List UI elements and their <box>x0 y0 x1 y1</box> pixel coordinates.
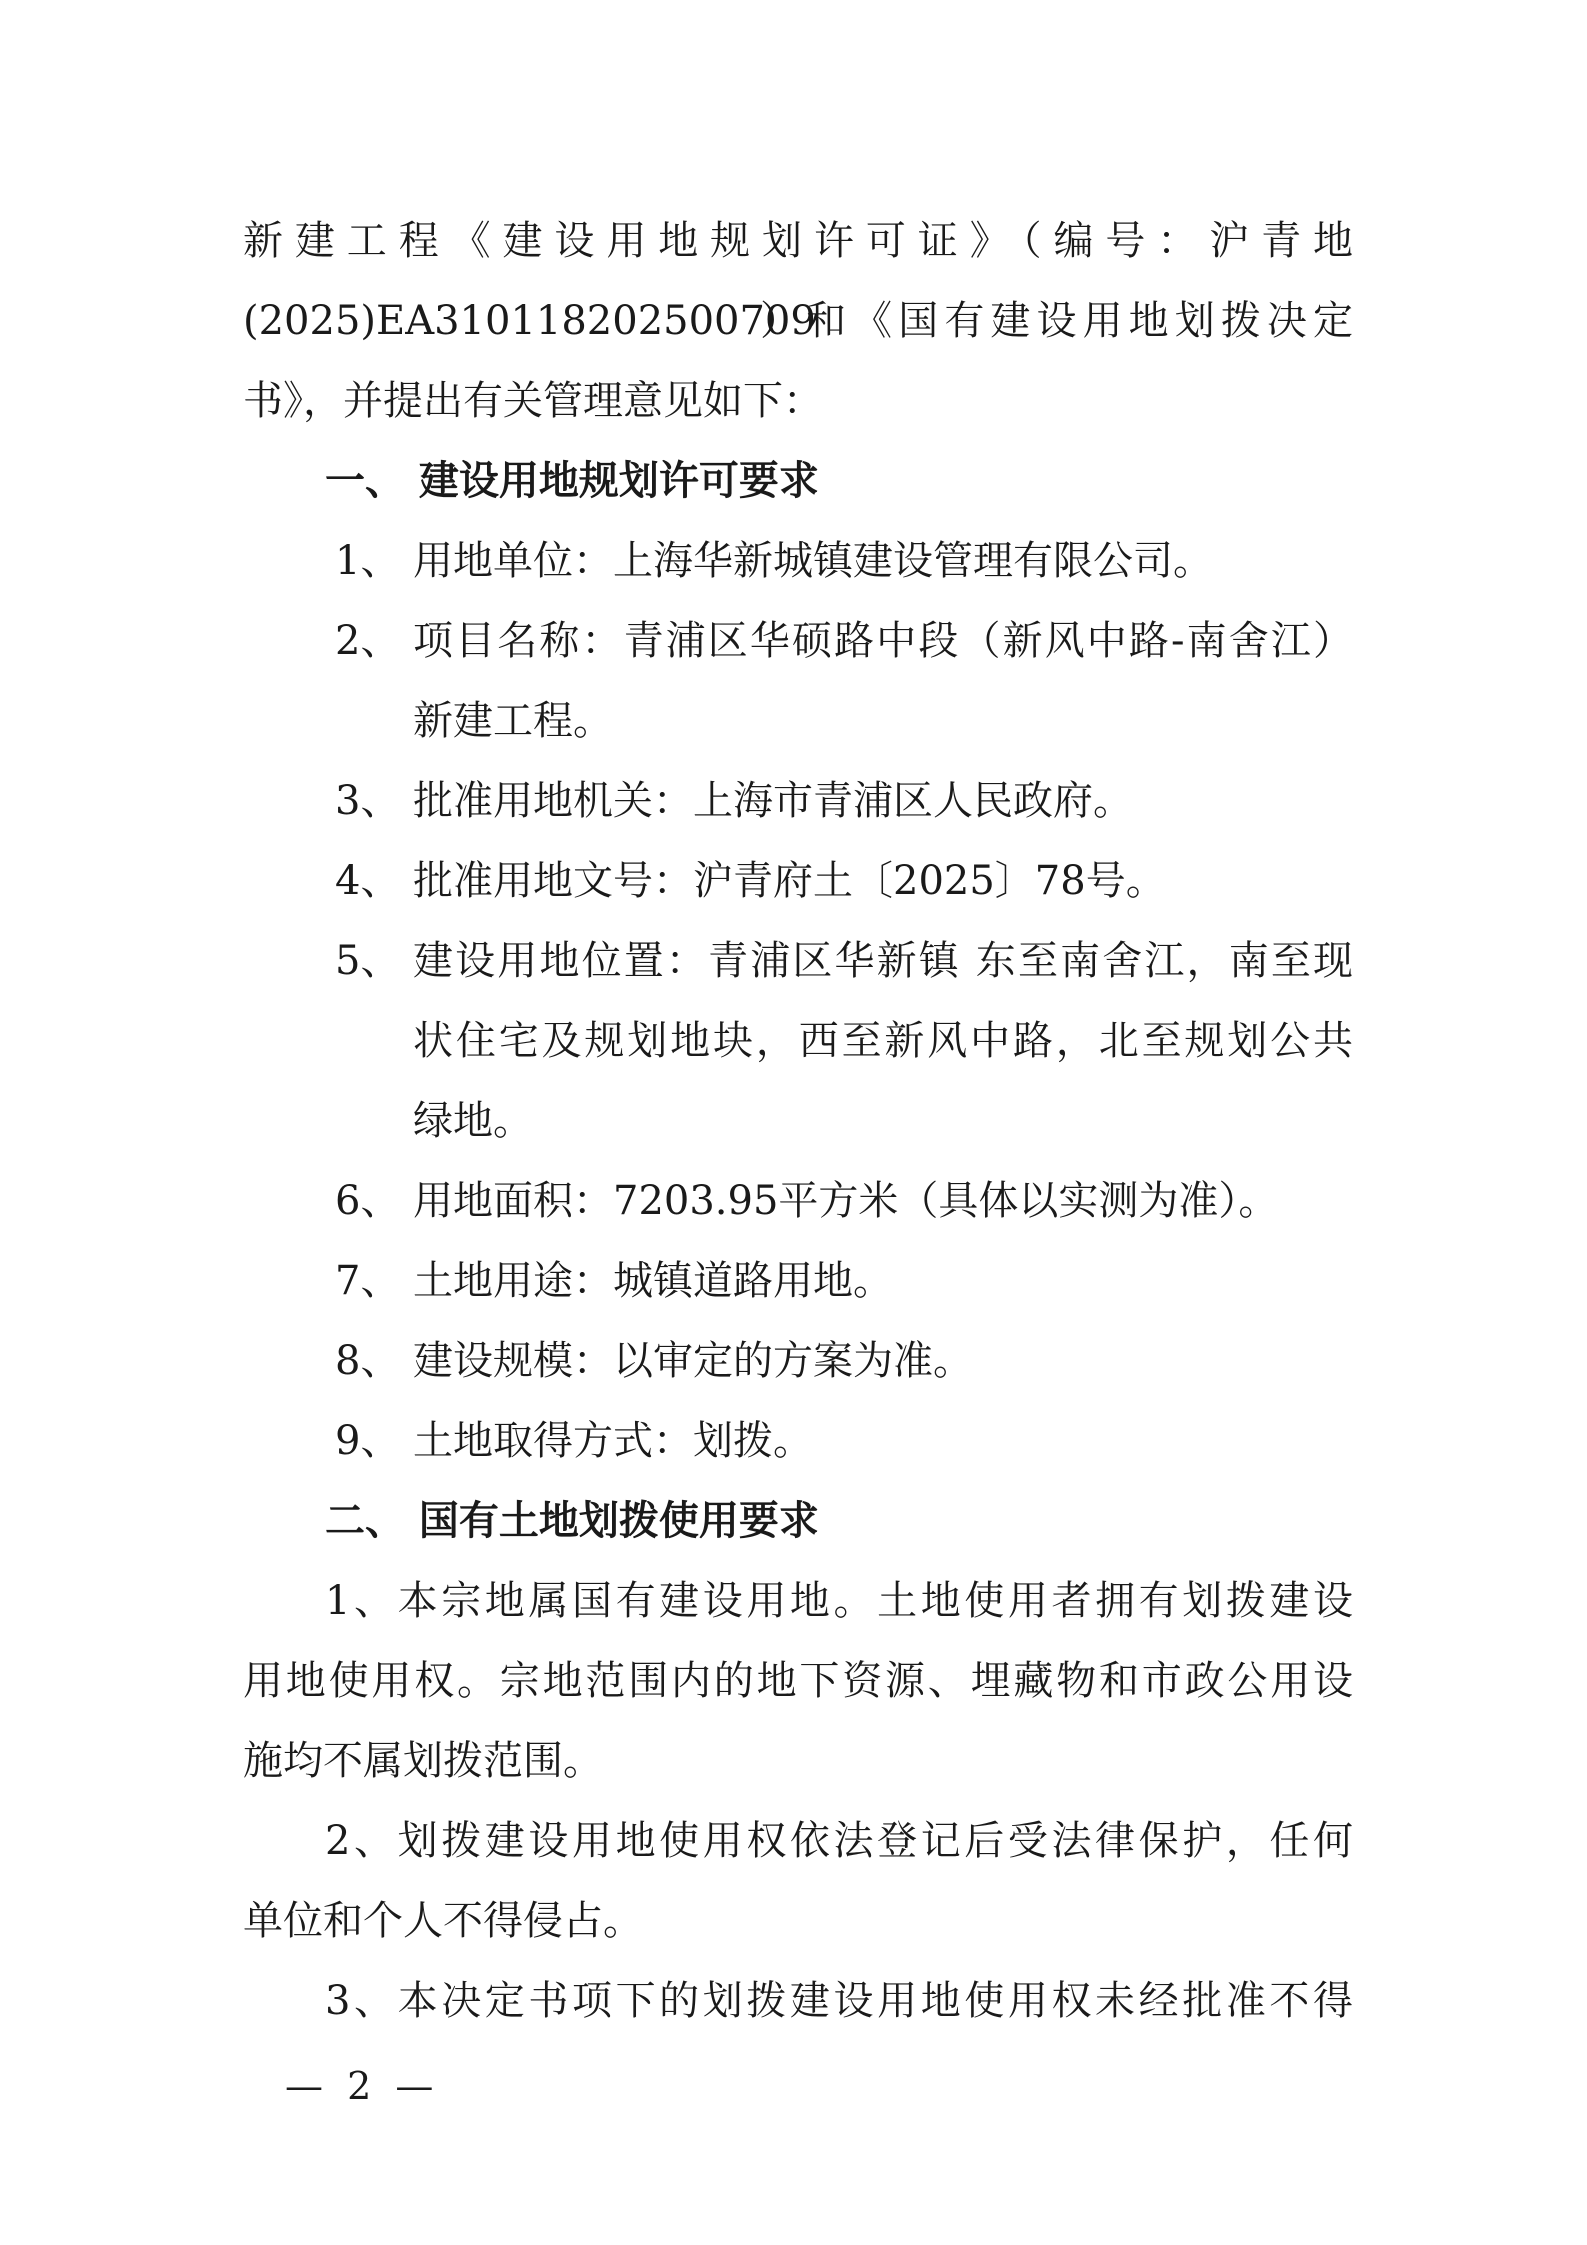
section-1-heading: 一、 建设用地规划许可要求 <box>325 458 819 504</box>
item-1-number: 1、 <box>335 538 401 584</box>
item-8-text: 建设规模：以审定的方案为准。 <box>413 1338 973 1384</box>
paragraph-1-line-1: 1、本宗地属国有建设用地。土地使用者拥有划拨建设 <box>325 1578 1353 1624</box>
item-9-text: 土地取得方式：划拨。 <box>413 1418 813 1464</box>
intro-line-2a: (2025)EA310118202500709 <box>243 298 816 344</box>
page-number: — 2 — <box>285 2064 440 2108</box>
item-2-text-line-1: 项目名称：青浦区华硕路中段（新风中路-南舍江） <box>413 618 1353 664</box>
intro-line-1: 新建工程《建设用地规划许可证》（编号：沪青地 <box>243 218 1353 264</box>
item-2-text-line-2: 新建工程。 <box>413 698 613 744</box>
item-2-number: 2、 <box>335 618 401 664</box>
item-3-number: 3、 <box>335 778 401 824</box>
item-3-text: 批准用地机关：上海市青浦区人民政府。 <box>413 778 1133 824</box>
item-6-text: 用地面积：7203.95平方米（具体以实测为准）。 <box>413 1178 1279 1224</box>
item-5-text-line-2: 状住宅及规划地块，西至新风中路，北至规划公共 <box>413 1018 1353 1064</box>
item-9-number: 9、 <box>335 1418 401 1464</box>
item-7-text: 土地用途：城镇道路用地。 <box>413 1258 893 1304</box>
item-7-number: 7、 <box>335 1258 401 1304</box>
item-1-text: 用地单位：上海华新城镇建设管理有限公司。 <box>413 538 1213 584</box>
item-6-number: 6、 <box>335 1178 401 1224</box>
item-4-text: 批准用地文号：沪青府土〔2025〕78号。 <box>413 858 1166 904</box>
item-8-number: 8、 <box>335 1338 401 1384</box>
section-2-heading: 二、 国有土地划拨使用要求 <box>325 1498 819 1544</box>
item-5-number: 5、 <box>335 938 401 984</box>
paragraph-2-line-1: 2、划拨建设用地使用权依法登记后受法律保护，任何 <box>325 1818 1353 1864</box>
item-4-number: 4、 <box>335 858 401 904</box>
item-5-text-line-1: 建设用地位置：青浦区华新镇 东至南舍江，南至现 <box>413 938 1353 984</box>
intro-line-3: 书》，并提出有关管理意见如下： <box>243 378 823 424</box>
paragraph-1-line-2: 用地使用权。宗地范围内的地下资源、埋藏物和市政公用设 <box>243 1658 1353 1704</box>
item-5-text-line-3: 绿地。 <box>413 1098 533 1144</box>
paragraph-1-line-3: 施均不属划拨范围。 <box>243 1738 603 1784</box>
intro-line-2b: ）和《国有建设用地划拨决定 <box>760 298 1353 344</box>
paragraph-3-line-1: 3、本决定书项下的划拨建设用地使用权未经批准不得 <box>325 1978 1353 2024</box>
paragraph-2-line-2: 单位和个人不得侵占。 <box>243 1898 643 1944</box>
